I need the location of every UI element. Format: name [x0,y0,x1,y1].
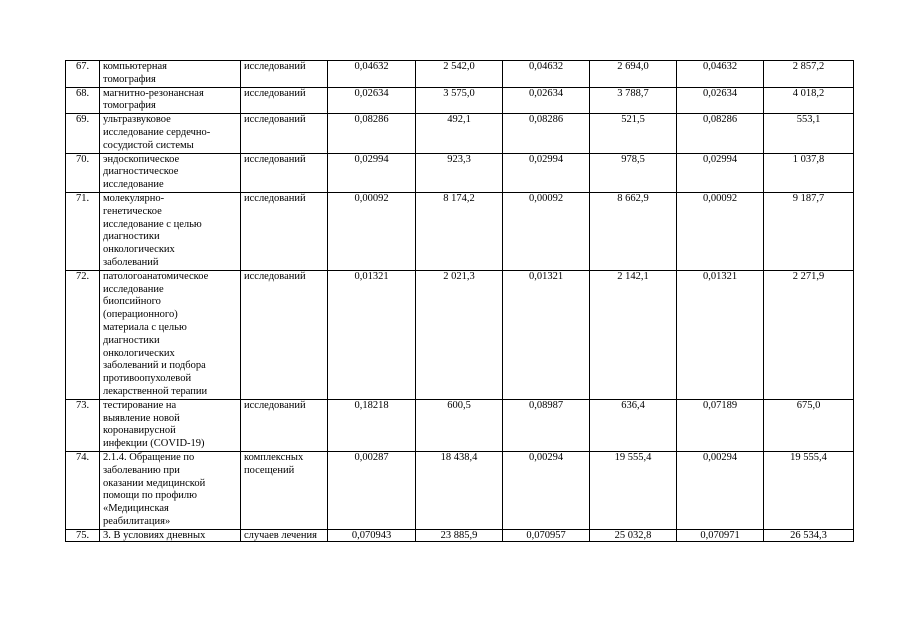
value-cell: 0,02634 [328,87,416,114]
value-cell: 0,04632 [677,61,764,88]
value-cell: 0,02994 [677,153,764,192]
data-table [65,60,854,542]
service-name: компьютерная томография [100,61,241,88]
value-cell: 8 174,2 [416,192,503,270]
service-name: молекулярно- генетическое исследование с целью диагностики онкологических заболеваний [100,192,241,270]
value-cell: 2 542,0 [416,61,503,88]
service-name: патологоанатомическое исследование биопсийного (операционного) материала с целью диагностики онкологических заболеваний и подбора противоопухолевой лекарственной терапии [100,270,241,399]
value-cell: 25 032,8 [590,529,677,541]
value-cell: 521,5 [590,114,677,153]
value-cell: 23 885,9 [416,529,503,541]
row-number: 71. [66,192,100,270]
value-cell: 0,070971 [677,529,764,541]
value-cell: 2 694,0 [590,61,677,88]
value-cell: 0,07189 [677,399,764,451]
row-number: 68. [66,87,100,114]
service-name: эндоскопическое диагностическое исследование [100,153,241,192]
value-cell: 0,08286 [503,114,590,153]
value-cell: 0,02634 [677,87,764,114]
table-row [66,153,854,192]
value-cell: 2 142,1 [590,270,677,399]
service-name: тестирование на выявление новой коронавирусной инфекции (COVID-19) [100,399,241,451]
unit-cell: исследований [241,153,328,192]
value-cell: 0,00294 [503,451,590,529]
unit-cell: исследований [241,399,328,451]
value-cell: 0,00294 [677,451,764,529]
value-cell: 0,08987 [503,399,590,451]
value-cell: 0,08286 [328,114,416,153]
table-row [66,451,854,529]
row-number: 75. [66,529,100,541]
value-cell: 553,1 [764,114,854,153]
value-cell: 26 534,3 [764,529,854,541]
service-name: 2.1.4. Обращение по заболеванию при оказании медицинской помощи по профилю «Медицинская реабилитация» [100,451,241,529]
value-cell: 0,070943 [328,529,416,541]
table-row [66,87,854,114]
value-cell: 923,3 [416,153,503,192]
value-cell: 675,0 [764,399,854,451]
row-number: 70. [66,153,100,192]
table-row [66,399,854,451]
unit-cell: исследований [241,114,328,153]
value-cell: 600,5 [416,399,503,451]
value-cell: 8 662,9 [590,192,677,270]
value-cell: 636,4 [590,399,677,451]
value-cell: 18 438,4 [416,451,503,529]
value-cell: 0,00092 [677,192,764,270]
table-row [66,114,854,153]
value-cell: 9 187,7 [764,192,854,270]
table-row [66,192,854,270]
value-cell: 2 271,9 [764,270,854,399]
value-cell: 19 555,4 [590,451,677,529]
unit-cell: комплексных посещений [241,451,328,529]
value-cell: 0,08286 [677,114,764,153]
row-number: 69. [66,114,100,153]
value-cell: 19 555,4 [764,451,854,529]
unit-cell: исследований [241,87,328,114]
value-cell: 2 021,3 [416,270,503,399]
unit-cell: исследований [241,270,328,399]
value-cell: 1 037,8 [764,153,854,192]
value-cell: 0,04632 [328,61,416,88]
value-cell: 0,01321 [677,270,764,399]
table-row [66,270,854,399]
value-cell: 492,1 [416,114,503,153]
value-cell: 0,18218 [328,399,416,451]
value-cell: 0,02994 [503,153,590,192]
unit-cell: исследований [241,192,328,270]
unit-cell: случаев лечения [241,529,328,541]
service-name: ультразвуковое исследование сердечно- сосудистой системы [100,114,241,153]
value-cell: 0,00092 [503,192,590,270]
row-number: 67. [66,61,100,88]
value-cell: 978,5 [590,153,677,192]
value-cell: 0,00287 [328,451,416,529]
table-row [66,61,854,88]
row-number: 72. [66,270,100,399]
row-number: 73. [66,399,100,451]
value-cell: 0,01321 [503,270,590,399]
value-cell: 0,01321 [328,270,416,399]
unit-cell: исследований [241,61,328,88]
value-cell: 2 857,2 [764,61,854,88]
service-name: магнитно-резонансная томография [100,87,241,114]
table-row [66,529,854,541]
row-number: 74. [66,451,100,529]
value-cell: 0,070957 [503,529,590,541]
value-cell: 0,00092 [328,192,416,270]
service-name: 3. В условиях дневных [100,529,241,541]
value-cell: 3 575,0 [416,87,503,114]
value-cell: 0,02634 [503,87,590,114]
value-cell: 0,02994 [328,153,416,192]
value-cell: 4 018,2 [764,87,854,114]
value-cell: 3 788,7 [590,87,677,114]
value-cell: 0,04632 [503,61,590,88]
